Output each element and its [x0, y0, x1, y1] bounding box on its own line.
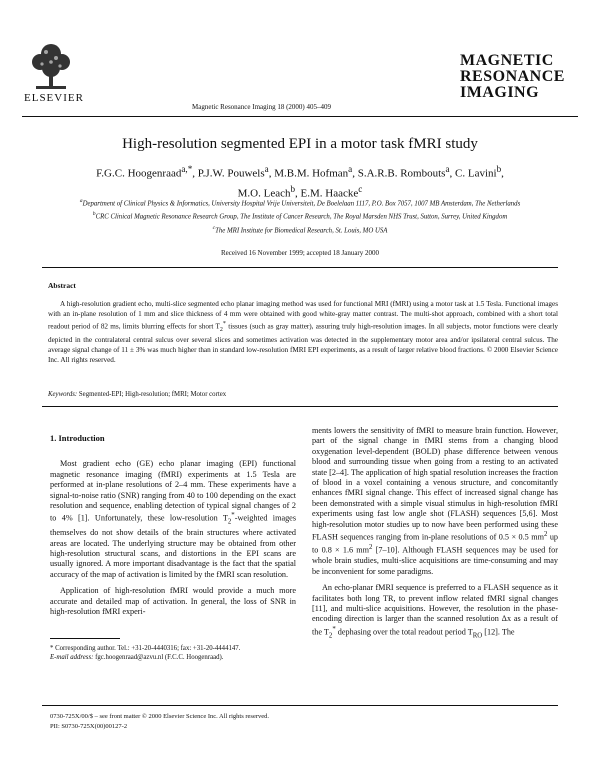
publisher-name: ELSEVIER	[24, 92, 84, 104]
affiliation-c: $^c$The MRI Institute for Biomedical Research, St. Louis, MO USA	[212, 224, 388, 234]
journal-citation: Magnetic Resonance Imaging 18 (2000) 405–409	[192, 103, 331, 111]
intro-paragraph-1: Most gradient echo (GE) echo planar imaging (EPI) functional magnetic resonance imaging (fMRI) experiments at 1.5 Tesla are performed at in-plane resolutions of 2–4 mm. These experiments have a signal-to-noise ratio (SNR) ranging from 40 to 100 depending on the exact resolution and sequence, enabling detection of typical signal changes of 2 to 4% [1]. Unfortunately, these low-resolution $T_2^*$-weighted images themselves do not show details of the brain structures where activated areas are located. The underlying structure may be obtained from other high-resolution structural scans, and distortions in the EPI scans are usually ignored. A more important disadvantage is the fact that the spatial accuracy of the map of activation is limited by the fMRI scan resolution.	[50, 459, 297, 579]
email-address[interactable]: fgc.hoogenraad@azvu.nl (F.C.C. Hoogenraad).	[95, 654, 224, 661]
authors-line: M.O. Leach$^b$, E.M. Haacke$^c$	[237, 183, 363, 200]
journal-brand-line: IMAGING	[460, 84, 540, 101]
left-column	[50, 433, 296, 617]
copyright-line: 0730-725X/00/$ – see front matter © 2000 Elsevier Science Inc. All rights reserved.	[50, 713, 270, 720]
right-column	[312, 426, 558, 642]
abstract-text: A high-resolution gradient echo, multi-slice segmented echo planar imaging method was used for functional MRI (fMRI) using a motor task at 1.5 Tesla. Functional images with an in-plane resolution of 1 mm and slice thickness of 4 mm were obtained with good white-gray matter contrast. The multi-shot approach, combined with a short total readout period of 82 ms, limits blurring effects for short $T_2^*$ tissues (such as gray matter), assuring truly high-resolution images. In all subjects, motor functions were clearly depicted in the contralateral central sulcus over several slices and sometimes activation was detected in the supplementary motor area and/or ipsilateral central sulcus. The average signal change of 11 ± 3% was much higher than in standard low-resolution fMRI EPI experiments, as a result of larger relative blood fractions. © 2000 Elsevier Science Inc. All rights reserved.	[48, 300, 558, 364]
abstract-bottom-divider	[42, 406, 558, 407]
email-line	[50, 653, 296, 662]
affiliation-b: $^b$CRC Clinical Magnetic Resonance Research Group, The Institute of Cancer Research, The Royal Marsden NHS Trust, Sutton, Surrey, United Kingdom	[92, 211, 508, 221]
footnote-divider	[50, 638, 120, 639]
intro-paragraph-3: ments lowers the sensitivity of fMRI to measure brain function. However, part of the signal change in fMRI stems from a changing blood oxygenation level-dependent (BOLD) phase difference between venous blood and surrounding tissue when going from a resting to an activated state [2–4]. The application of high spatial resolution increases the fraction of blood in a voxel containing a venous structure, and concomitantly enhances fMRI signal change. This effect of increased signal change has been demonstrated with a simple visual stimulus in high-resolution fMRI experiments using fast low angle shot (FLASH) sequences [5,6]. Most high-resolution motor studies up to now have been performed using these FLASH sequences ranging from in-plane resolutions of 0.5 × 0.5 $mm^2$ up to 0.8 × 1.6 $mm^2$ [7–10]. Although FLASH sequences may be used for whole brain studies, multi-slice acquisitions are time-consuming and may be inconvenient for some paradigms.	[312, 426, 559, 576]
keywords-list: Segmented-EPI; High-resolution; fMRI; Motor cortex	[78, 391, 227, 398]
intro-paragraph-2: Application of high-resolution fMRI would provide a much more accurate and detailed map of activation. In general, the loss of SNR in high-resolution fMRI experi-	[50, 586, 296, 617]
paper-title: High-resolution segmented EPI in a motor task fMRI study	[122, 136, 478, 152]
header-divider	[22, 116, 578, 117]
keywords	[48, 391, 558, 398]
abstract-heading: Abstract	[48, 281, 76, 290]
email-label: E-mail address:	[50, 654, 94, 661]
abstract-top-divider	[42, 267, 558, 268]
corresponding-author: * Corresponding author. Tel.: +31-20-4440316; fax: +31-20-4444147.	[50, 645, 241, 652]
received-dates: Received 16 November 1999; accepted 18 January 2000	[220, 249, 380, 257]
authors-line: F.G.C. Hoogenraad$^{a,*}$, P.J.W. Pouwels$^a$, M.B.M. Hofman$^a$, S.A.R.B. Rombouts$^a$, C. Lavini$^b$,	[96, 164, 504, 180]
elsevier-tree-icon	[22, 40, 80, 92]
intro-paragraph-4: An echo-planar fMRI sequence is preferred to a FLASH sequence as it facilitates both long TR, to prevent inflow related fMRI signal changes [11], and multi-slice acquisitions. However, the resolution in the phase-encoding direction is larger than the scanned resolution Δx as a result of the $T_2^*$ dephasing over the total readout period $T_{RO}$ [12]. The	[312, 583, 558, 640]
pii-line: PII: S0730-725X(00)00127-2	[50, 723, 128, 730]
journal-brand-line: MAGNETIC	[460, 52, 554, 69]
footnote	[50, 644, 296, 662]
section-heading: 1. Introduction	[50, 433, 105, 443]
footer-divider	[42, 705, 558, 706]
keywords-label: Keywords:	[48, 391, 78, 398]
affiliation-a: $^a$Department of Clinical Physics & Informatics, University Hospital Vrije Universiteit, De Boelelaan 1117, P.O. Box 7057, 1007 MB Amsterdam, The Netherlands	[79, 198, 521, 208]
affiliations	[40, 196, 560, 236]
publisher-logo	[22, 40, 84, 104]
journal-brand-line: RESONANCE	[460, 68, 565, 85]
journal-brand	[460, 53, 580, 101]
